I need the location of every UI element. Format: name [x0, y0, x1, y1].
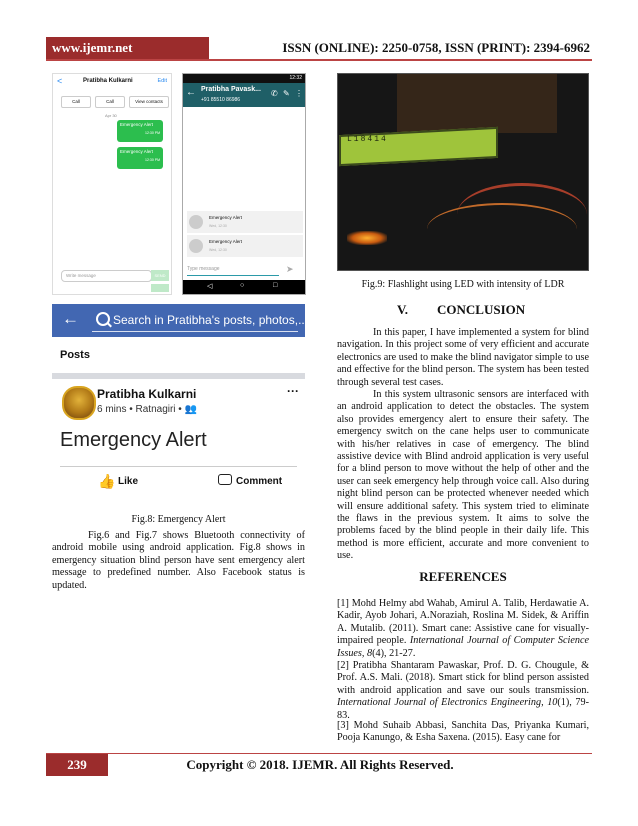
ios-message-input: Write message — [61, 270, 152, 282]
ios-messages-screenshot — [52, 73, 172, 295]
friends-icon: 👥 — [184, 404, 198, 415]
lcd-text: L18414 — [347, 135, 388, 144]
avatar — [189, 239, 203, 253]
reference-item: [2] Pratibha Shantaram Pawaskar, Prof. D. G. Chougule, & Prof. A.S. Mali. (2018). Smart stick for blind person assisted with android application and save our souls transmission. International Journal of Electronics Engineering, 10(1), 79-83. — [337, 660, 589, 721]
facebook-screenshot — [52, 304, 309, 504]
thumbs-up-icon: 👍 — [98, 473, 116, 489]
android-message: Emergency Alert Wed, 12:30 — [187, 235, 303, 257]
nav-recents-icon: □ — [273, 282, 278, 289]
android-status-time: 12:32 — [289, 75, 302, 81]
ios-edit-label: Edit — [157, 78, 167, 84]
ios-date-label: Apr 30 — [105, 113, 117, 118]
reference-item: [1] Mohd Helmy abd Wahab, Amirul A. Talib, Herdawatie A. Kadir, Ayob Johari, A.Noraziah, Roslina M. Sidek, & Ariffin A. Mutalib. (2011). Smart cane: Assistive cane for visually-impaired people. International Journal of Computer Science Issues, 8(4), 21-27. — [337, 598, 589, 659]
ios-message-bubble: Emergency Alert 12:30 PM — [117, 147, 163, 169]
references-heading: REFERENCES — [419, 569, 507, 584]
header-rule — [46, 59, 592, 61]
more-vert-icon: ⋮ — [295, 89, 303, 98]
attach-icon: ✎ — [283, 89, 290, 98]
site-url[interactable]: www.ijemr.net — [52, 40, 133, 55]
page-number: 239 — [67, 757, 87, 772]
avatar — [189, 215, 203, 229]
comment-label: Comment — [236, 476, 283, 487]
facebook-search-bar — [52, 304, 309, 337]
avatar — [62, 386, 96, 420]
fig9-caption: Fig.9: Flashlight using LED with intensity of LDR — [361, 279, 565, 290]
left-paragraph: Fig.6 and Fig.7 shows Bluetooth connectivity of android mobile using android application. Fig.8 shows in emergency situation blind person have sent emergency alert message to predefined number. Also Facebook status is updated. — [52, 530, 305, 591]
post-author: Pratibha Kulkarni — [97, 387, 197, 401]
ios-message-bubble: Emergency Alert 12:30 PM — [117, 120, 163, 142]
fig8-caption: Fig.8: Emergency Alert — [131, 514, 226, 525]
footer-rule — [46, 753, 592, 754]
android-contact-name: Pratibha Pavask... — [201, 86, 261, 93]
section-number: V. — [397, 302, 408, 317]
posts-heading: Posts — [60, 349, 90, 361]
search-underline — [92, 331, 298, 332]
back-arrow-icon: ← — [186, 87, 196, 98]
android-contact-number: +91 85510 86986 — [201, 97, 241, 103]
nav-home-icon: ○ — [240, 282, 245, 289]
copyright: Copyright © 2018. IJEMR. All Rights Reserved. — [186, 757, 454, 772]
search-icon — [96, 312, 110, 326]
post-divider — [60, 466, 297, 467]
ldr-led-photo — [337, 73, 589, 271]
comment-icon — [218, 474, 232, 485]
photo-frame — [337, 73, 589, 271]
ios-top-bar — [53, 74, 171, 88]
android-status-bar — [183, 74, 305, 83]
section-separator — [52, 373, 305, 379]
ios-view-contacts-button: View contacts — [129, 96, 169, 108]
like-label: Like — [118, 476, 139, 487]
android-message-input: Type message — [187, 264, 279, 276]
ios-call-button-2: Call — [95, 96, 125, 108]
more-options-icon: ··· — [287, 384, 299, 398]
phone-icon: ✆ — [271, 89, 278, 98]
facebook-search-placeholder: Search in Pratibha's posts, photos,... — [113, 313, 309, 327]
ios-contact-name: Pratibha Kulkarni — [83, 78, 133, 84]
android-message: Emergency Alert Wed, 12:30 — [187, 211, 303, 233]
ios-send-button: SEND — [151, 270, 169, 281]
post-meta: 6 mins • Ratnagiri • 👥 — [97, 404, 198, 415]
back-arrow-icon: ← — [62, 309, 79, 328]
ios-send-button-secondary — [151, 284, 169, 292]
reference-item: [3] Mohd Suhaib Abbasi, Sanchita Das, Priyanka Kumari, Pooja Kanungo, & Esha Saxena. (2015). Easy cane for — [337, 720, 589, 744]
nav-back-icon: ◁ — [207, 283, 213, 290]
conclusion-paragraph-2: In this system ultrasonic sensors are interfaced with an android application to detect the obstacles. The system also provides emergency alert to ensure their safety. The emergency switch on the cane helps user to communicate with his/her relatives in case of emergency. The blind assistive device with Blind android application is very useful for a blind person to move without the help of other and the user can seek emergency help through voice call. Also during night blind person can be protected whenever needed which will ensure additional safety. This system tried to eliminate the flaws in the previous system. It aims to solve the problems faced by the blind people in their daily life. This method is more efficient, accurate and more convenient to use. — [337, 389, 589, 562]
android-app-bar — [183, 83, 305, 107]
ios-call-button-1: Call — [61, 96, 91, 108]
back-chevron-icon: < — [57, 76, 63, 86]
section-title: CONCLUSION — [437, 302, 526, 317]
android-nav-bar — [183, 280, 305, 294]
android-messages-screenshot — [182, 73, 306, 295]
post-text: Emergency Alert — [60, 429, 207, 451]
conclusion-paragraph-1: In this paper, I have implemented a system for blind navigation. In this project some of very efficient and accurate electronics are used to make the blind navigator simple to use and effective for the blind person. The system has been tested through several test cases. — [337, 327, 589, 388]
send-icon: ➤ — [286, 264, 294, 274]
issn-line: ISSN (ONLINE): 2250-0758, ISSN (PRINT): 2394-6962 — [282, 40, 590, 55]
